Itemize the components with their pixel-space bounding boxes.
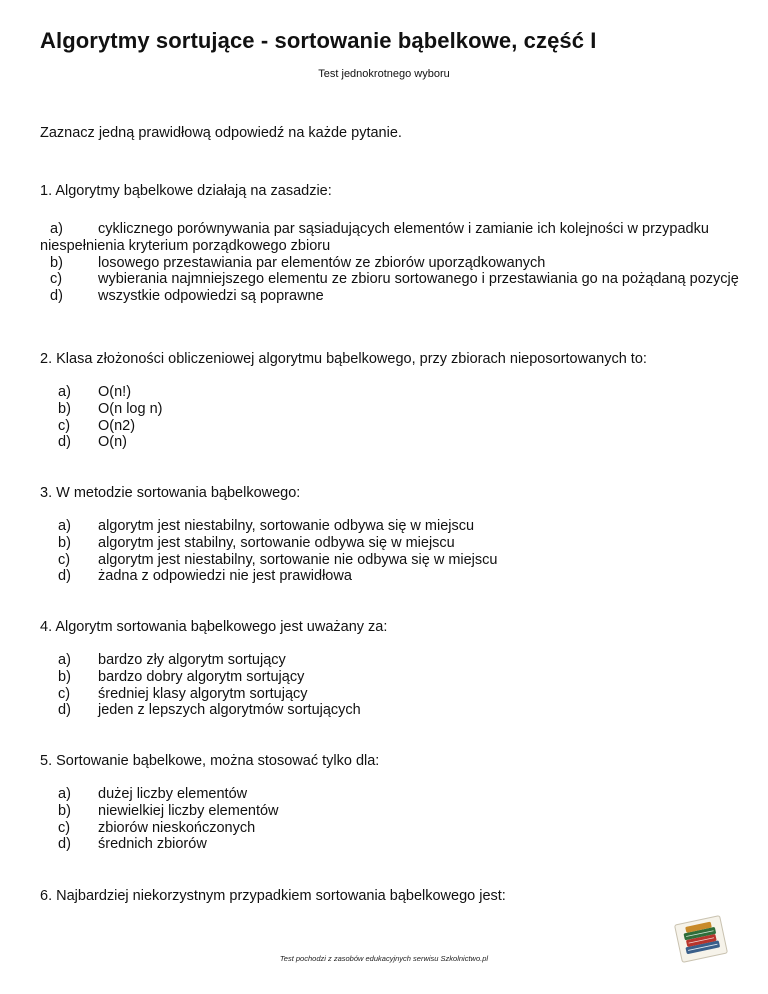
option-label: c) — [50, 271, 63, 288]
option-label: a) — [58, 384, 71, 400]
option-b[interactable] — [40, 669, 740, 686]
page-title: Algorytmy sortujące - sortowanie bąbelkowe, część I — [40, 28, 597, 53]
option-text: wybierania najmniejszego elementu ze zbioru sortowanego i przestawiania go na pożądaną pozycję — [98, 271, 739, 288]
question-3 — [40, 485, 740, 585]
option-label: c) — [58, 551, 71, 568]
option-a[interactable] — [40, 652, 740, 669]
option-label: d) — [58, 836, 71, 853]
option-label: b) — [58, 668, 71, 685]
option-d[interactable] — [40, 568, 740, 585]
option-b[interactable] — [40, 535, 740, 552]
option-text: niewielkiej liczby elementów — [98, 802, 279, 819]
option-a[interactable] — [40, 384, 740, 401]
option-text: O(n log n) — [98, 400, 163, 417]
question-6 — [40, 888, 740, 905]
option-c[interactable] — [40, 686, 740, 703]
option-label: d) — [58, 434, 71, 451]
option-label: c) — [58, 819, 71, 836]
question-2 — [40, 351, 740, 451]
option-label: a) — [58, 652, 71, 668]
page-subtitle: Test jednokrotnego wyboru — [318, 68, 450, 80]
question-text: 5. Sortowanie bąbelkowe, można stosować tylko dla: — [40, 753, 380, 769]
question-text: 3. W metodzie sortowania bąbelkowego: — [40, 485, 301, 501]
option-label: d) — [50, 288, 63, 305]
instruction-text: Zaznacz jedną prawidłową odpowiedź na każde pytanie. — [40, 125, 402, 141]
option-label: d) — [58, 702, 71, 719]
question-1 — [40, 183, 740, 305]
option-text: cyklicznego porównywania par sąsiadujących elementów i zamianie ich kolejności w przypadku niespełnienia kryterium porządkowego zbioru — [40, 221, 709, 254]
option-d[interactable] — [40, 434, 740, 451]
question-text: 4. Algorytm sortowania bąbelkowego jest uważany za: — [40, 619, 388, 635]
option-a[interactable] — [40, 221, 740, 255]
question-5 — [40, 753, 740, 853]
question-text: 2. Klasa złożoności obliczeniowej algorytmu bąbelkowego, przy zbiorach nieposortowanych to: — [40, 351, 647, 367]
option-text: żadna z odpowiedzi nie jest prawidłowa — [98, 568, 352, 585]
option-label: b) — [58, 400, 71, 417]
option-d[interactable] — [40, 288, 740, 305]
books-icon — [672, 914, 730, 964]
options-list — [40, 384, 740, 451]
option-text: losowego przestawiania par elementów ze zbiorów uporządkowanych — [98, 254, 546, 271]
option-text: wszystkie odpowiedzi są poprawne — [98, 288, 324, 305]
option-label: a) — [58, 786, 71, 802]
options-list — [40, 221, 740, 305]
option-text: algorytm jest stabilny, sortowanie odbywa się w miejscu — [98, 534, 455, 551]
option-d[interactable] — [40, 836, 740, 853]
question-4 — [40, 619, 740, 719]
question-text: 1. Algorytmy bąbelkowe działają na zasadzie: — [40, 183, 332, 199]
option-text: średnich zbiorów — [98, 836, 207, 853]
option-text: O(n2) — [98, 417, 136, 434]
option-d[interactable] — [40, 702, 740, 719]
option-b[interactable] — [40, 803, 740, 820]
option-text: algorytm jest niestabilny, sortowanie nie odbywa się w miejscu — [98, 551, 498, 568]
option-b[interactable] — [40, 401, 740, 418]
option-text: średniej klasy algorytm sortujący — [98, 685, 308, 702]
option-label: b) — [58, 802, 71, 819]
option-text: dużej liczby elementów — [98, 786, 248, 802]
option-label: d) — [58, 568, 71, 585]
option-label: b) — [58, 534, 71, 551]
option-label: b) — [50, 254, 63, 271]
option-a[interactable] — [40, 518, 740, 535]
option-c[interactable] — [40, 418, 740, 435]
options-list — [40, 786, 740, 853]
option-c[interactable] — [40, 552, 740, 569]
option-label: c) — [58, 417, 71, 434]
option-a[interactable] — [40, 786, 740, 803]
option-label: a) — [50, 221, 63, 237]
option-c[interactable] — [40, 820, 740, 837]
options-list — [40, 518, 740, 585]
question-text: 6. Najbardziej niekorzystnym przypadkiem sortowania bąbelkowego jest: — [40, 888, 506, 904]
footer-text: Test pochodzi z zasobów edukacyjnych serwisu Szkolnictwo.pl — [279, 954, 489, 963]
option-text: algorytm jest niestabilny, sortowanie odbywa się w miejscu — [98, 518, 475, 534]
option-label: a) — [58, 518, 71, 534]
option-b[interactable] — [40, 255, 740, 272]
option-c[interactable] — [40, 271, 740, 288]
option-text: jeden z lepszych algorytmów sortujących — [98, 702, 361, 719]
options-list — [40, 652, 740, 719]
option-text: zbiorów nieskończonych — [98, 819, 256, 836]
option-label: c) — [58, 685, 71, 702]
option-text: O(n) — [98, 434, 127, 451]
option-text: bardzo zły algorytm sortujący — [98, 652, 286, 668]
option-text: O(n!) — [98, 384, 132, 400]
option-text: bardzo dobry algorytm sortujący — [98, 668, 305, 685]
